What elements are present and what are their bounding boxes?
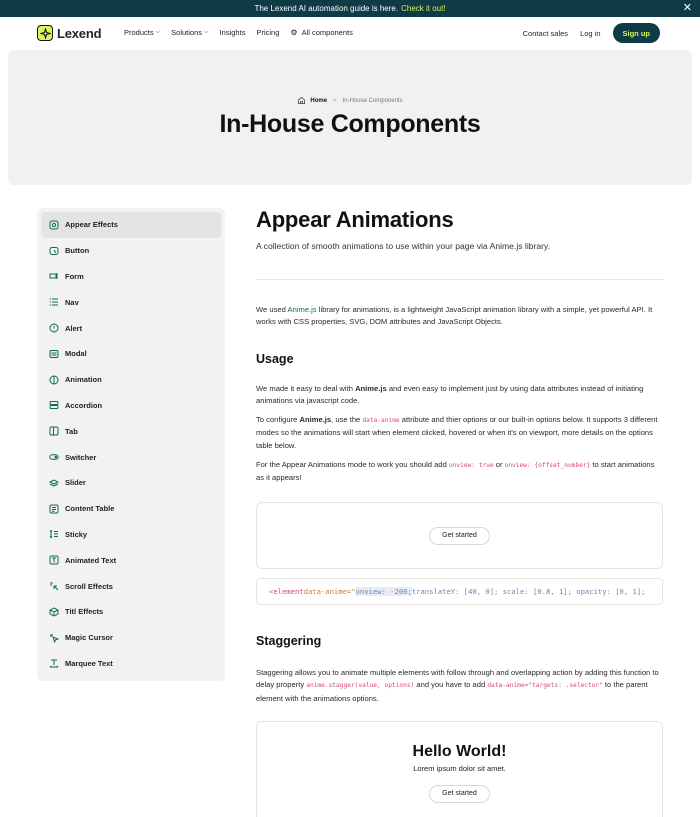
components-icon: ⚙ <box>290 28 298 37</box>
chevron-down-icon: ⌵ <box>155 29 161 35</box>
nav-all-components[interactable]: ⚙ All components <box>290 28 353 37</box>
breadcrumb <box>8 96 692 105</box>
sidebar-item-alert[interactable]: Alert <box>41 315 221 341</box>
animated-text-icon <box>49 555 59 565</box>
breadcrumb-separator: > <box>333 97 337 104</box>
usage-paragraph-1: We made it easy to deal with Anime.js and even easy to implement just by using data attributes instead of initiating animations via javascript code. <box>256 383 644 405</box>
sidebar-item-switcher[interactable]: Switcher <box>41 444 221 470</box>
nav-icon <box>49 297 59 307</box>
announcement-text: The Lexend AI automation guide is here. <box>254 4 399 13</box>
marquee-icon <box>49 658 59 668</box>
hello-title: Hello World! <box>412 743 507 760</box>
alert-icon <box>49 323 59 333</box>
page-title: In-House Components <box>219 110 481 138</box>
usage-paragraph-3: For the Appear Animations mode to work you should add onview: true or onview: {offset_number} to start animations as it appears! <box>256 460 655 483</box>
modal-icon <box>49 349 59 359</box>
sidebar-item-slider[interactable]: Slider <box>41 470 221 496</box>
logo-icon <box>37 25 53 41</box>
hello-subtitle: Lorem ipsum dolor sit amet. <box>413 764 506 773</box>
get-started-button[interactable]: Get started <box>429 785 490 803</box>
sidebar-item-form[interactable]: Form <box>41 264 221 290</box>
inline-code: data-anime="targets: .selector" <box>487 682 603 690</box>
section-title: Appear Animations <box>256 207 454 232</box>
nav-insights[interactable]: Insights <box>219 28 246 37</box>
button-icon <box>49 246 59 256</box>
sidebar-item-appear-effects[interactable]: Appear Effects <box>41 212 221 238</box>
inline-code: onview: true <box>448 462 494 470</box>
sidebar-item-tab[interactable]: Tab <box>41 418 221 444</box>
chevron-down-icon: ⌵ <box>204 29 209 35</box>
home-icon <box>297 96 306 105</box>
main-content <box>256 205 664 485</box>
form-icon <box>49 271 59 281</box>
accordion-icon <box>49 400 59 410</box>
brand-name: Lexend <box>57 25 102 41</box>
sidebar-item-accordion[interactable]: Accordion <box>41 393 221 419</box>
nav-pricing[interactable]: Pricing <box>256 28 280 37</box>
sidebar-item-scroll-effects[interactable]: Scroll Effects <box>41 573 221 599</box>
stagger-demo-preview <box>256 721 663 817</box>
inline-code: anime.stagger(value, options) <box>306 682 415 690</box>
sidebar-item-animated-text[interactable]: Animated Text <box>41 547 221 573</box>
header-actions <box>523 23 660 43</box>
sticky-icon <box>49 529 59 539</box>
slider-icon <box>49 478 59 488</box>
announcement-bar <box>0 0 700 17</box>
contact-sales-link[interactable]: Contact sales <box>522 28 569 38</box>
tab-icon <box>49 426 59 436</box>
nav-solutions[interactable]: Solutions ⌵ <box>171 28 209 37</box>
magic-cursor-icon <box>49 633 59 643</box>
breadcrumb-home[interactable]: Home <box>310 97 328 104</box>
scroll-effects-icon <box>49 581 59 591</box>
code-snippet: <element data-anime=" onview: -200; translateY: [40, 0]; scale: [0.8, 1]; opacity: [0, 1]; <box>256 578 663 605</box>
sidebar-item-sticky[interactable]: Sticky <box>41 522 221 548</box>
demo-preview <box>256 502 663 569</box>
sidebar-item-magic-cursor[interactable]: Magic Cursor <box>41 625 221 651</box>
components-sidebar <box>37 208 225 681</box>
site-header <box>0 17 700 50</box>
animation-icon <box>49 375 59 385</box>
main-nav <box>124 28 353 37</box>
inline-code: data-anime <box>362 417 400 425</box>
usage-paragraph-2: To configure Anime.js, use the data-anime attribute and thier options or our built-in options below. It supports 3 different modes so the animations will start when element clicked, hovered or when it's on viewport, more details on the options table below. <box>256 415 658 450</box>
appear-icon <box>49 220 59 230</box>
tilt-icon <box>49 607 59 617</box>
log-in-link[interactable]: Log in <box>580 28 601 38</box>
get-started-button[interactable]: Get started <box>429 527 490 545</box>
logo[interactable] <box>37 25 101 41</box>
sidebar-item-content-table[interactable]: Content Table <box>41 496 221 522</box>
sidebar-item-button[interactable]: Button <box>41 238 221 264</box>
usage-heading: Usage <box>256 351 294 366</box>
inline-code: onview: {offset_number} <box>504 462 591 470</box>
sign-up-button[interactable]: Sign up <box>613 23 661 43</box>
announcement-link[interactable]: Check it out! <box>401 4 446 13</box>
close-icon[interactable]: ✕ <box>682 2 692 14</box>
sidebar-item-modal[interactable]: Modal <box>41 341 221 367</box>
switcher-icon <box>49 452 59 462</box>
section-lead: A collection of smooth animations to use within your page via Anime.js library. <box>256 241 551 251</box>
intro-paragraph: We used Anime.js library for animations, is a lightweight JavaScript animation library with a simple, yet powerful API. It works with CSS properties, SVG, DOM attributes and JavaScript Objects. <box>256 305 653 327</box>
anime-js-link[interactable]: Anime.js <box>287 305 317 314</box>
divider <box>256 279 664 280</box>
content-table-icon <box>49 504 59 514</box>
staggering-heading: Staggering <box>256 634 322 648</box>
breadcrumb-current: In-House Components <box>342 97 403 104</box>
staggering-paragraph: Staggering allows you to animate multiple elements with follow through and overlapping action by adding this function to delay property anime.stagger(value, options) and you have to add data-anime="targets: .selector" to the parent element with the animations options. <box>256 668 659 703</box>
sidebar-item-nav[interactable]: Nav <box>41 289 221 315</box>
page-hero <box>8 50 692 185</box>
sidebar-item-tilt-effects[interactable]: Titl Effects <box>41 599 221 625</box>
sidebar-item-marquee-text[interactable]: Marquee Text <box>41 651 221 677</box>
nav-products[interactable]: Products ⌵ <box>124 28 161 37</box>
sidebar-item-animation[interactable]: Animation <box>41 367 221 393</box>
